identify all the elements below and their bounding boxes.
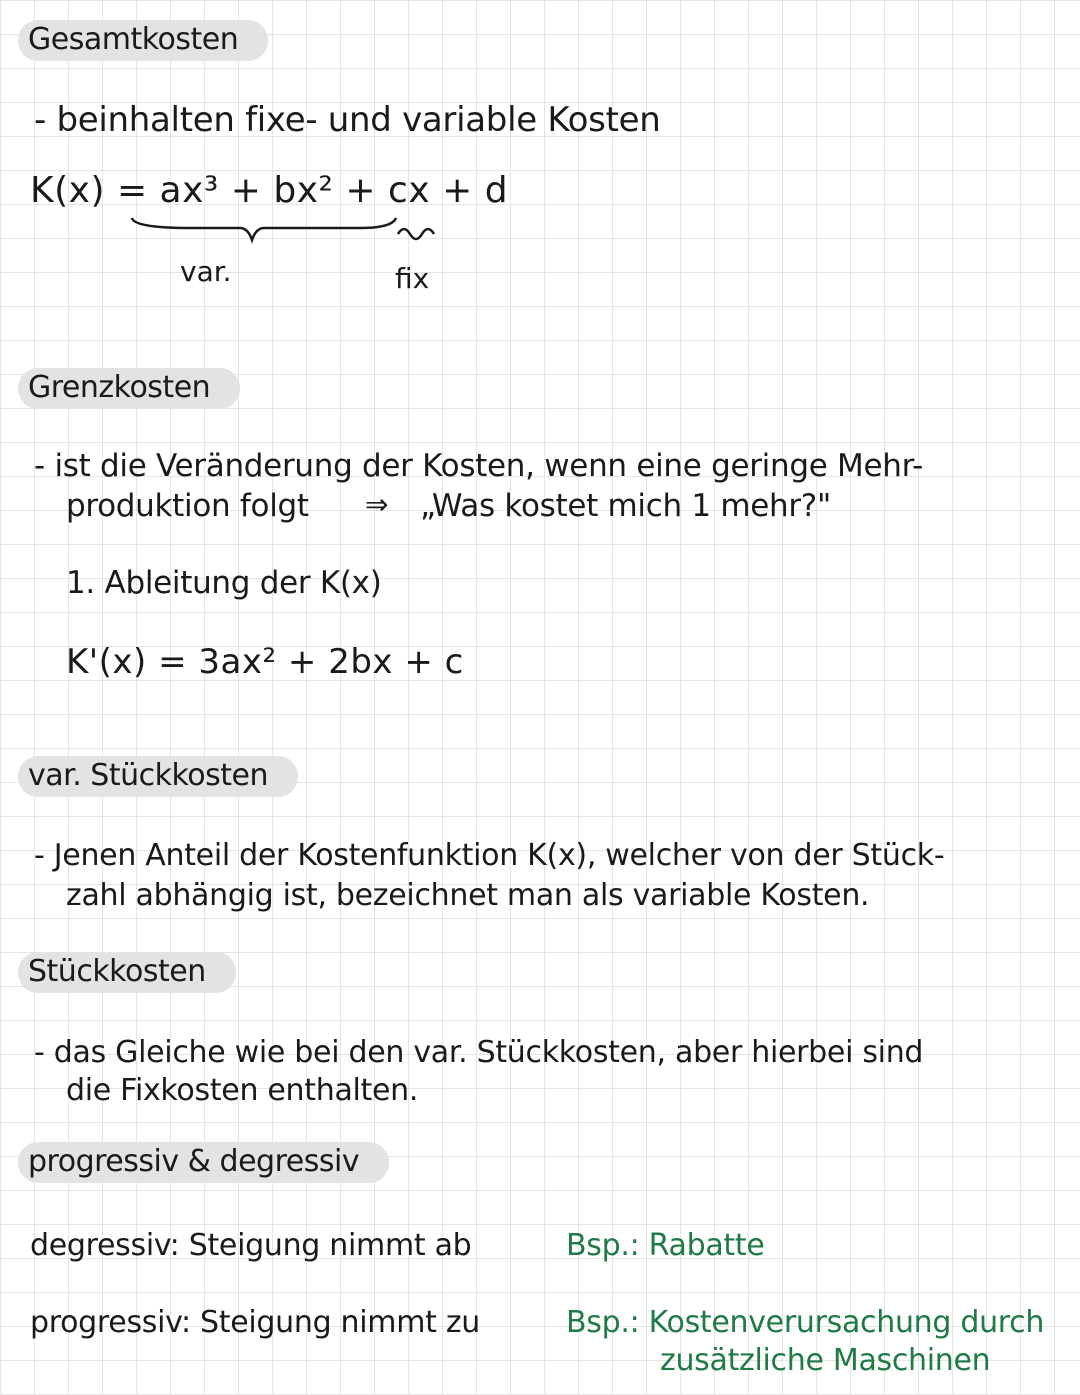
label-fix: fix xyxy=(395,262,430,295)
degressiv-text: degressiv: Steigung nimmt ab xyxy=(30,1228,472,1263)
stueckkosten-line2: die Fixkosten enthalten. xyxy=(66,1073,419,1108)
heading-stueckkosten: Stückkosten xyxy=(18,952,236,993)
degressiv-example: Bsp.: Rabatte xyxy=(566,1228,765,1263)
grenzkosten-formula: K'(x) = 3ax² + 2bx + c xyxy=(66,642,464,682)
grenzkosten-derivation: 1. Ableitung der K(x) xyxy=(66,565,382,601)
var-stueckkosten-line2: zahl abhängig ist, bezeichnet man als variable Kosten. xyxy=(66,878,870,913)
grenzkosten-line1: - ist die Veränderung der Kosten, wenn eine geringe Mehr- xyxy=(34,448,923,484)
brace-var-fix xyxy=(130,212,460,252)
gesamtkosten-formula: K(x) = ax³ + bx² + cx + d xyxy=(30,170,509,211)
gesamtkosten-bullet: - beinhalten fixe- und variable Kosten xyxy=(34,100,661,140)
heading-grenzkosten: Grenzkosten xyxy=(18,368,240,409)
progressiv-example-line2: zusätzliche Maschinen xyxy=(660,1343,991,1378)
progressiv-example-line1: Bsp.: Kostenverursachung durch xyxy=(566,1305,1045,1340)
var-stueckkosten-line1: - Jenen Anteil der Kostenfunktion K(x), welcher von der Stück- xyxy=(34,838,945,873)
heading-progressiv-degressiv: progressiv & degressiv xyxy=(18,1142,389,1183)
label-var: var. xyxy=(180,255,232,288)
grenzkosten-line2b: „Was kostet mich 1 mehr?" xyxy=(420,488,831,524)
grenzkosten-line2a: produktion folgt xyxy=(66,488,309,524)
stueckkosten-line1: - das Gleiche wie bei den var. Stückkosten, aber hierbei sind xyxy=(34,1035,924,1070)
implies-arrow-icon: ⇒ xyxy=(365,488,389,521)
progressiv-text: progressiv: Steigung nimmt zu xyxy=(30,1305,481,1340)
heading-gesamtkosten: Gesamtkosten xyxy=(18,20,268,61)
heading-var-stueckkosten: var. Stückkosten xyxy=(18,756,298,797)
